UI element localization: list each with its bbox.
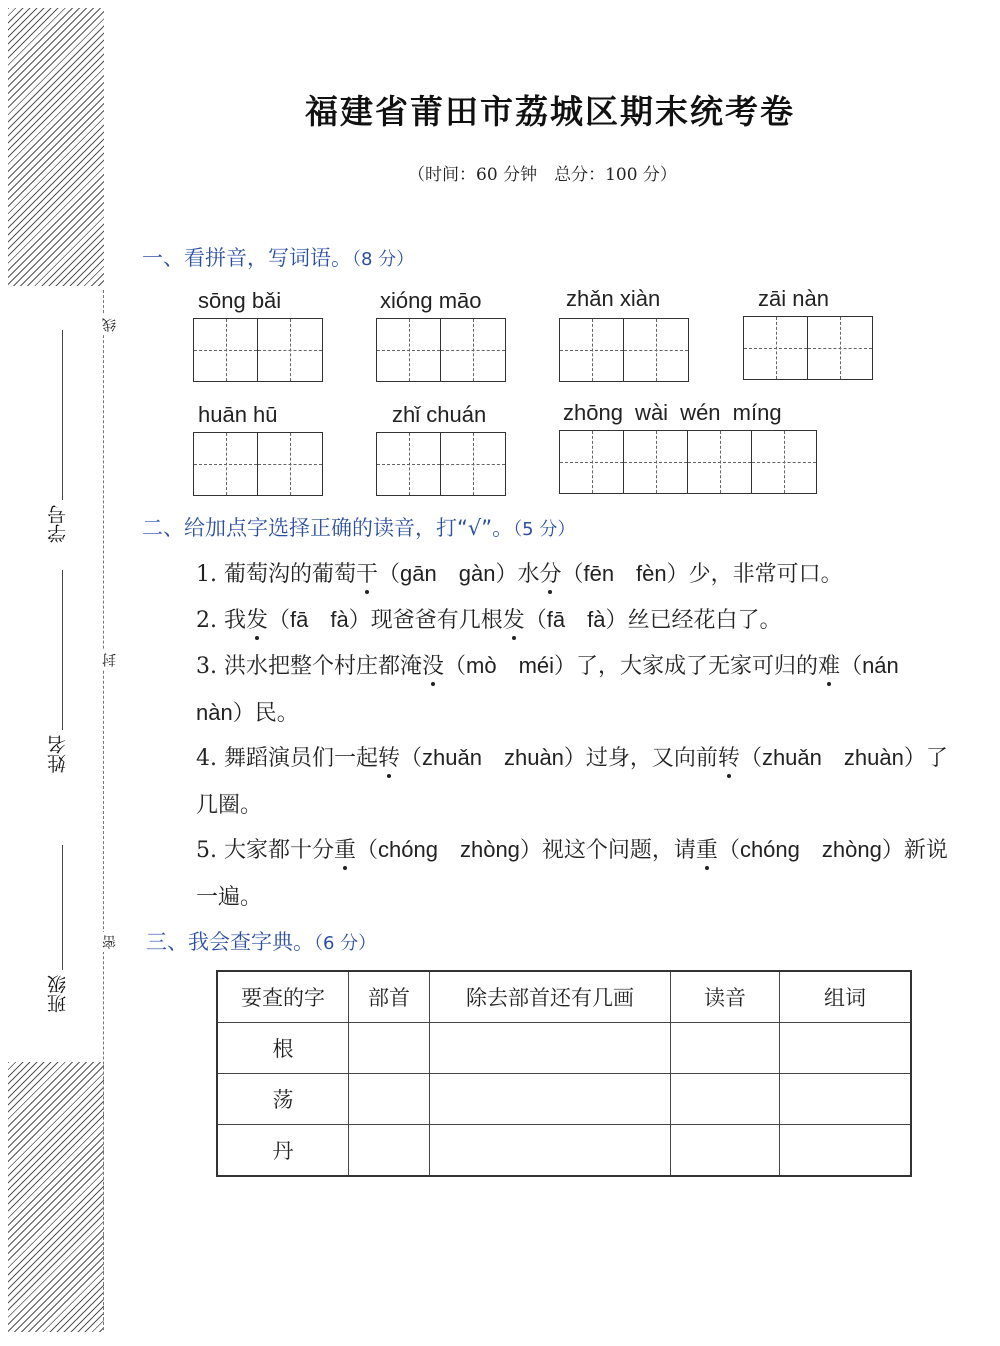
table-row [217,1125,911,1177]
pinyin-7: zhōng wài wén míng [563,400,782,425]
col-pronunciation: 读音 [671,971,780,1023]
dotted-char: 重 [334,838,357,863]
answer-cell[interactable] [349,1125,430,1177]
dotted-char: 没 [422,654,445,679]
dotted-char: 转 [378,746,401,771]
question-4: 4. 舞蹈演员们一起转（zhuǎn zhuàn）过身，又向前转（zhuǎn zhuàn）了几圈。 [196,745,948,817]
class-label: 班级 [47,975,69,1013]
section3-heading [146,926,376,956]
pinyin-4: zāi nàn [758,286,829,311]
row-char: 荡 [217,1074,349,1125]
section2-heading [142,512,575,542]
dotted-char: 发 [246,608,269,633]
table-header-row [217,971,911,1023]
answer-grid-1[interactable] [193,318,323,382]
dotted-char: 难 [818,654,841,679]
dotted-char: 发 [502,608,525,633]
answer-cell[interactable] [780,1125,912,1177]
section3-points: （6 分） [314,933,377,954]
answer-grid-4[interactable] [743,316,873,380]
col-char: 要查的字 [217,971,349,1023]
answer-cell[interactable] [671,1125,780,1177]
hatch-bottom [8,1062,104,1332]
section1-heading [142,242,414,272]
seal-mark-secret: 密 [100,932,120,952]
exam-info: （时间：60 分钟 总分：100 分） [408,165,677,185]
answer-grid-6[interactable] [376,432,506,496]
dotted-char: 重 [695,838,718,863]
answer-cell[interactable] [671,1023,780,1074]
student-id-field[interactable] [62,330,63,500]
section3-title: 三、我会查字典。 [146,930,314,954]
seal-mark-seal: 封 [100,650,120,670]
seal-mark-line: 线 [100,315,120,335]
answer-cell[interactable] [671,1074,780,1125]
answer-cell[interactable] [780,1074,912,1125]
page-title: 福建省莆田市荔城区期末统考卷 [305,92,795,131]
table-row [217,1023,911,1074]
answer-cell[interactable] [780,1023,912,1074]
row-char: 根 [217,1023,349,1074]
dotted-char: 分 [539,562,562,587]
class-field[interactable] [62,845,63,970]
pinyin-1: sōng bǎi [198,288,282,313]
row-char: 丹 [217,1125,349,1177]
section1-points: （8 分） [352,249,415,270]
binding-line [103,290,104,1330]
hatch-top [8,8,104,286]
answer-cell[interactable] [430,1074,671,1125]
dotted-char: 转 [717,746,740,771]
col-strokes: 除去部首还有几画 [430,971,671,1023]
question-5: 5. 大家都十分重（chóng zhòng）视这个问题，请重（chóng zhòng）新说一遍。 [196,837,948,909]
col-words: 组词 [780,971,912,1023]
answer-grid-5[interactable] [193,432,323,496]
answer-cell[interactable] [430,1125,671,1177]
answer-grid-7[interactable] [559,430,817,494]
question-2: 2. 我发（fā fà）现爸爸有几根发（fā fà）丝已经花白了。 [196,607,782,633]
answer-grid-2[interactable] [376,318,506,382]
answer-cell[interactable] [349,1074,430,1125]
name-field[interactable] [62,570,63,730]
question-1: 1. 葡萄沟的葡萄干（gān gàn）水分（fēn fèn）少，非常可口。 [196,561,843,587]
section2-points: （5 分） [513,519,576,540]
col-radical: 部首 [349,971,430,1023]
answer-grid-3[interactable] [559,318,689,382]
answer-cell[interactable] [349,1023,430,1074]
dictionary-table [216,970,912,1177]
pinyin-6: zhǐ chuán [392,402,487,427]
table-row [217,1074,911,1125]
name-label: 姓名 [47,735,69,773]
pinyin-2: xióng māo [380,288,482,313]
section1-title: 一、看拼音，写词语。 [142,246,352,270]
pinyin-3: zhǎn xiàn [566,286,661,311]
question-3: 3. 洪水把整个村庄都淹没（mò méi）了，大家成了无家可归的难（nán nàn）民。 [196,653,921,725]
answer-cell[interactable] [430,1023,671,1074]
dotted-char: 干 [356,562,379,587]
section2-title: 二、给加点字选择正确的读音，打“√”。 [142,516,514,540]
pinyin-5: huān hū [198,402,278,427]
student-id-label: 学号 [47,505,69,543]
